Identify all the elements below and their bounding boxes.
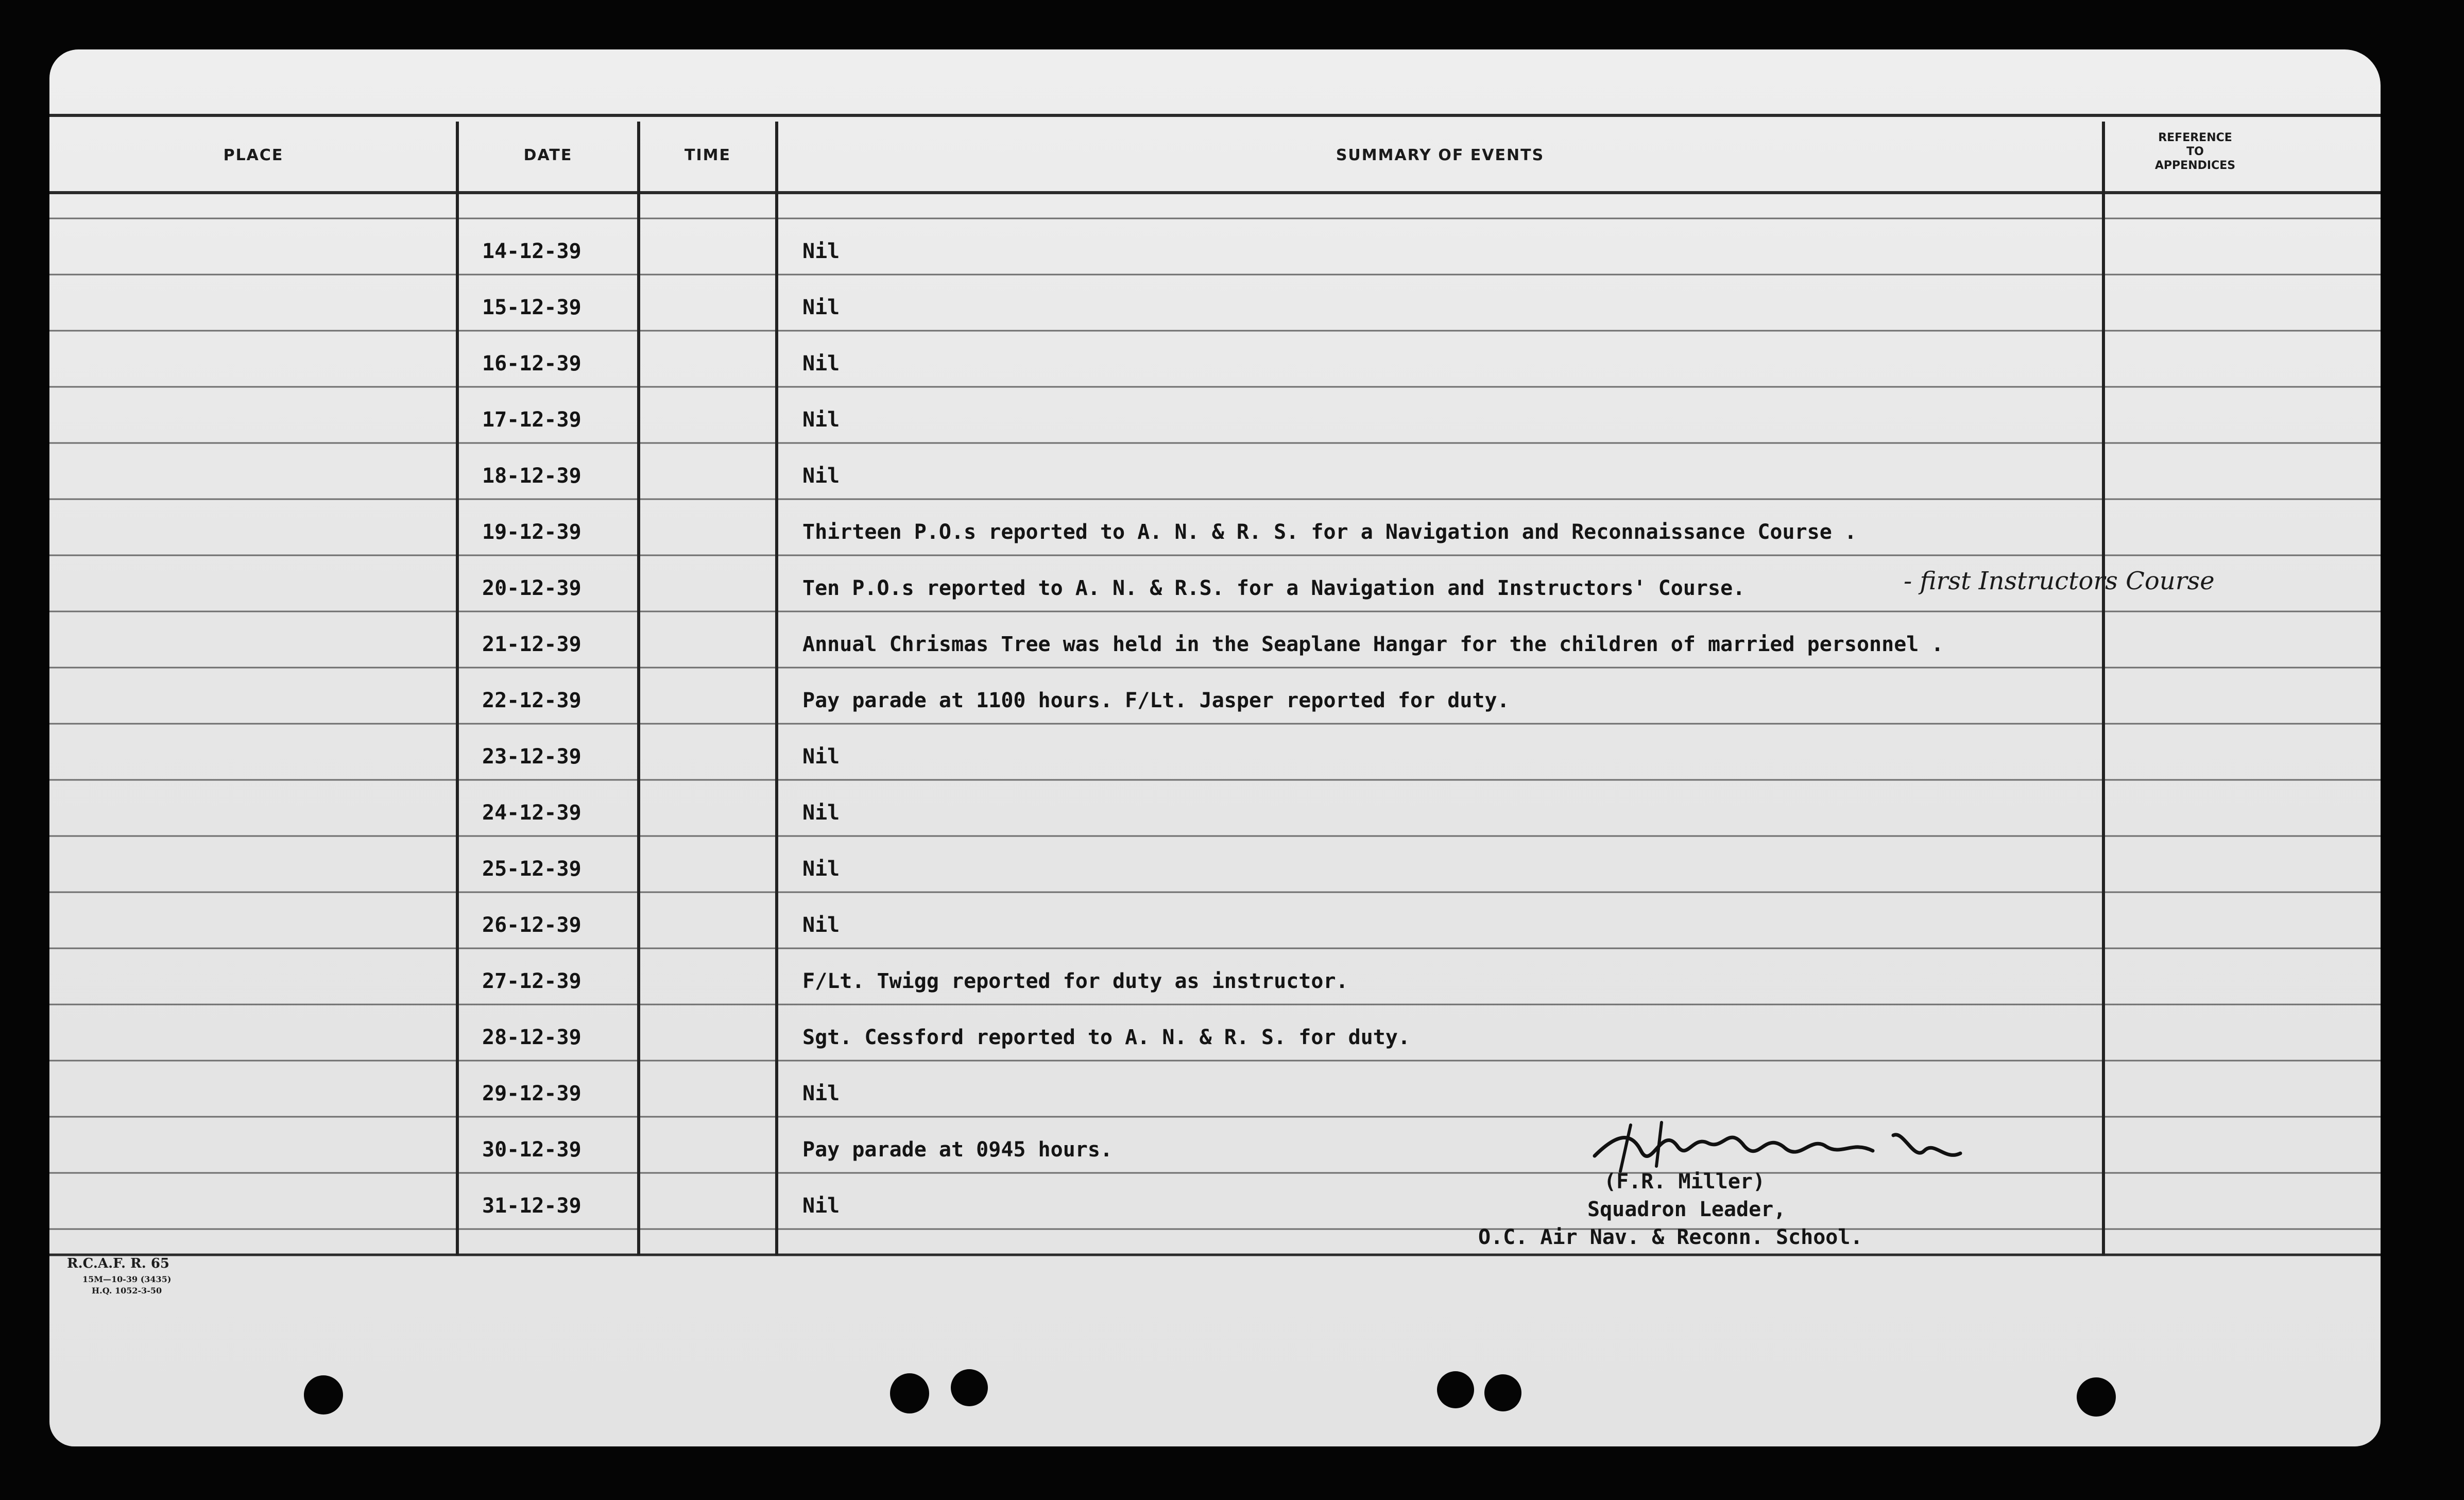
- punch-hole: [1437, 1371, 1474, 1408]
- row-date: 27-12-39: [482, 969, 581, 993]
- row-summary: Ten P.O.s reported to A. N. & R.S. for a Navigation and Instructors' Course.: [802, 576, 1746, 600]
- row-summary: Thirteen P.O.s reported to A. N. & R. S. for a Navigation and Reconnaissance Course .: [802, 520, 1857, 544]
- row-summary: Nil: [802, 913, 840, 937]
- row-summary: Sgt. Cessford reported to A. N. & R. S. for duty.: [802, 1026, 1411, 1049]
- row-date: 28-12-39: [482, 1026, 581, 1049]
- row-summary: Nil: [802, 745, 840, 769]
- form-number: R.C.A.F. R. 65: [67, 1256, 170, 1271]
- row-summary: F/Lt. Twigg reported for duty as instructor.: [802, 969, 1348, 993]
- row-summary: Nil: [802, 1194, 840, 1218]
- row-summary: Nil: [802, 352, 840, 376]
- row-date: 19-12-39: [482, 520, 581, 544]
- row-summary: Nil: [802, 408, 840, 432]
- row-date: 20-12-39: [482, 576, 581, 600]
- row-summary: Pay parade at 1100 hours. F/Lt. Jasper reported for duty.: [802, 689, 1510, 712]
- header-reference: REFERENCE TO APPENDICES: [2154, 131, 2236, 172]
- signature-name: (F.R. Miller): [1604, 1170, 1766, 1194]
- form-print-code: 15M—10-39 (3435): [82, 1274, 172, 1284]
- punch-hole: [1484, 1374, 1521, 1411]
- row-date: 25-12-39: [482, 857, 581, 881]
- diary-page: [49, 49, 2381, 1446]
- row-date: 21-12-39: [482, 633, 581, 656]
- signature-rank: Squadron Leader,: [1587, 1198, 1786, 1221]
- punch-hole: [951, 1369, 988, 1406]
- signature-unit: O.C. Air Nav. & Reconn. School.: [1478, 1225, 1863, 1249]
- handwritten-note: - first Instructors Course: [1904, 567, 2215, 595]
- header-date: DATE: [523, 146, 573, 164]
- punch-hole: [304, 1375, 343, 1414]
- punch-hole: [2077, 1377, 2116, 1417]
- row-summary: Nil: [802, 801, 840, 825]
- row-date: 18-12-39: [482, 464, 581, 488]
- header-time: TIME: [685, 146, 731, 164]
- row-date: 14-12-39: [482, 240, 581, 263]
- row-date: 29-12-39: [482, 1082, 581, 1105]
- row-summary: Nil: [802, 857, 840, 881]
- row-summary: Annual Chrismas Tree was held in the Seaplane Hangar for the children of married personnel .: [802, 633, 1944, 656]
- row-summary: Nil: [802, 464, 840, 488]
- row-date: 26-12-39: [482, 913, 581, 937]
- row-date: 17-12-39: [482, 408, 581, 432]
- row-date: 15-12-39: [482, 296, 581, 319]
- row-date: 16-12-39: [482, 352, 581, 376]
- row-summary: Nil: [802, 240, 840, 263]
- header-place: PLACE: [223, 146, 284, 164]
- row-date: 30-12-39: [482, 1138, 581, 1162]
- header-summary: SUMMARY OF EVENTS: [1336, 146, 1545, 164]
- form-hq-code: H.Q. 1052-3-50: [92, 1286, 162, 1296]
- form-grid: [49, 49, 2381, 1446]
- row-date: 23-12-39: [482, 745, 581, 769]
- row-summary: Pay parade at 0945 hours.: [802, 1138, 1113, 1162]
- row-date: 24-12-39: [482, 801, 581, 825]
- row-date: 31-12-39: [482, 1194, 581, 1218]
- row-date: 22-12-39: [482, 689, 581, 712]
- punch-hole: [890, 1373, 929, 1413]
- row-summary: Nil: [802, 1082, 840, 1105]
- row-summary: Nil: [802, 296, 840, 319]
